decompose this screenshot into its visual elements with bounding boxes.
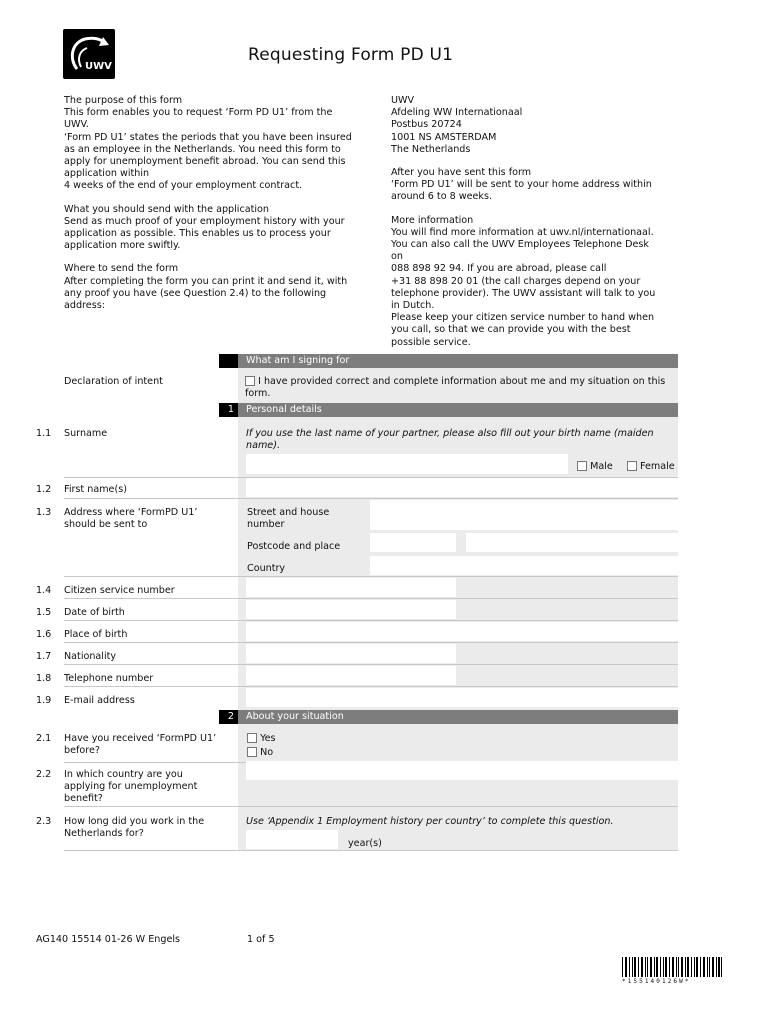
divider (64, 664, 678, 665)
q1-5-label: Date of birth (64, 607, 125, 618)
years-unit: year(s) (348, 838, 382, 849)
q1-8-number: 1.8 (36, 673, 52, 684)
q1-2-label: First name(s) (64, 484, 127, 495)
male-label: Male (590, 461, 613, 472)
where-text: After completing the form you can print it and send it, with any proof you have (see Question 2.4) to the following address: (64, 275, 348, 312)
q1-2-number: 1.2 (36, 484, 52, 495)
q1-7-label: Nationality (64, 651, 117, 662)
declaration-text: I have provided correct and complete information about me and my situation on this form. (245, 376, 666, 399)
female-label: Female (639, 461, 675, 472)
declaration-label: Declaration of intent (64, 376, 163, 387)
q2-3-number: 2.3 (36, 816, 52, 827)
barcode-text: *155140126W* (622, 978, 691, 985)
where-heading: Where to send the form (64, 263, 179, 275)
place-of-birth-input[interactable] (246, 622, 678, 641)
q1-8-label: Telephone number (64, 673, 154, 684)
nationality-input[interactable] (246, 644, 456, 663)
q2-1-no-option (247, 747, 273, 758)
signing-marker (219, 354, 238, 368)
male-checkbox[interactable] (577, 461, 587, 471)
intro-left-column (64, 95, 379, 312)
uwv-address: UWV Afdeling WW Internationaal Postbus 20724 1001 NS AMSTERDAM The Netherlands (391, 95, 523, 155)
first-names-input[interactable] (246, 478, 678, 497)
surname-input[interactable] (246, 454, 568, 474)
divider (64, 576, 678, 577)
divider (64, 642, 678, 643)
purpose-text: This form enables you to request ‘Form PD U1’ from the UWV. ‘Form PD U1’ states the periods that you have been insured as an employee in the Netherlands. You need this form to apply for unemployment benefit abroad. You can send this application within 4 weeks of the end of your employment contract. (64, 107, 352, 192)
yes-checkbox[interactable] (247, 733, 257, 743)
q2-2-label: In which country are you applying for unemployment benefit? (64, 769, 198, 804)
q1-5-number: 1.5 (36, 607, 52, 618)
citizen-service-number-input[interactable] (246, 578, 456, 597)
q1-1-hint: If you use the last name of your partner, please also fill out your birth name (maiden name). (246, 428, 654, 451)
no-label: No (260, 747, 274, 758)
q1-6-label: Place of birth (64, 629, 128, 640)
q1-7-number: 1.7 (36, 651, 52, 662)
years-worked-input[interactable] (246, 830, 338, 849)
female-checkbox[interactable] (627, 461, 637, 471)
section-2-title: About your situation (238, 710, 678, 724)
after-text: ‘Form PD U1’ will be sent to your home address within around 6 to 8 weeks. (391, 179, 652, 203)
send-heading: What you should send with the application (64, 203, 270, 215)
gender-options (577, 461, 675, 472)
q1-9-number: 1.9 (36, 695, 52, 706)
q1-6-number: 1.6 (36, 629, 52, 640)
q1-9-label: E-mail address (64, 695, 135, 706)
q1-4-label: Citizen service number (64, 585, 175, 596)
country-input[interactable] (370, 556, 678, 575)
page-title: Requesting Form PD U1 (248, 45, 454, 65)
divider (64, 850, 678, 851)
divider (64, 498, 678, 499)
signing-bar: What am I signing for (238, 354, 678, 368)
purpose-heading: The purpose of this form (64, 95, 183, 106)
q2-1-number: 2.1 (36, 733, 52, 744)
q2-3-hint: Use ‘Appendix 1 Employment history per country’ to complete this question. (246, 816, 614, 827)
date-of-birth-input[interactable] (246, 600, 456, 619)
section-1-number: 1 (219, 403, 238, 417)
logo-text: UWV (85, 61, 112, 72)
divider (64, 620, 678, 621)
benefit-country-input[interactable] (246, 761, 678, 780)
divider (64, 806, 678, 807)
declaration-row (245, 376, 681, 400)
q2-3-label: How long did you work in the Netherlands for? (64, 816, 205, 839)
page-number: 1 of 5 (247, 934, 275, 945)
divider (64, 598, 678, 599)
no-checkbox[interactable] (247, 747, 257, 757)
q1-1-label: Surname (64, 428, 108, 439)
postcode-input[interactable] (370, 533, 456, 552)
yes-label: Yes (260, 733, 276, 744)
form-code: AG140 15514 01-26 W Engels (36, 934, 181, 945)
email-input[interactable] (246, 688, 678, 707)
send-text: Send as much proof of your employment history with your application as possible. This enables us to process your application more swiftly. (64, 215, 345, 252)
q1-3-number: 1.3 (36, 507, 52, 518)
q1-3-label: Address where ‘FormPD U1’ should be sent to (64, 507, 198, 530)
section-1-title: Personal details (238, 403, 678, 417)
street-label: Street and house number (247, 507, 330, 530)
section-2-number: 2 (219, 710, 238, 724)
after-heading: After you have sent this form (391, 167, 532, 179)
q1-1-number: 1.1 (36, 428, 52, 439)
street-input[interactable] (370, 500, 678, 530)
more-info-text: You will find more information at uwv.nl/internationaal. You can also call the UWV Employees Telephone Desk on 088 898 92 94. If you are abroad, please call +31 88 898 20 01 (the call charges depend on your telephone provider). The UWV assistant will talk to you in Dutch. Please keep your citizen service number to hand when you call, so that we can provide you with the best possible service. (391, 226, 656, 348)
q2-2-number: 2.2 (36, 769, 52, 780)
uwv-logo (63, 29, 115, 79)
declaration-checkbox[interactable] (245, 376, 255, 386)
intro-right-column (391, 95, 683, 349)
postcode-label: Postcode and place (247, 541, 341, 552)
q2-1-yes-option (247, 733, 276, 744)
place-input[interactable] (466, 533, 678, 552)
divider (64, 686, 678, 687)
more-info-heading: More information (391, 214, 474, 226)
q2-1-label: Have you received ‘FormPD U1’ before? (64, 733, 217, 756)
telephone-input[interactable] (246, 666, 456, 685)
q1-4-number: 1.4 (36, 585, 52, 596)
barcode (622, 957, 722, 977)
country-label: Country (247, 563, 286, 574)
